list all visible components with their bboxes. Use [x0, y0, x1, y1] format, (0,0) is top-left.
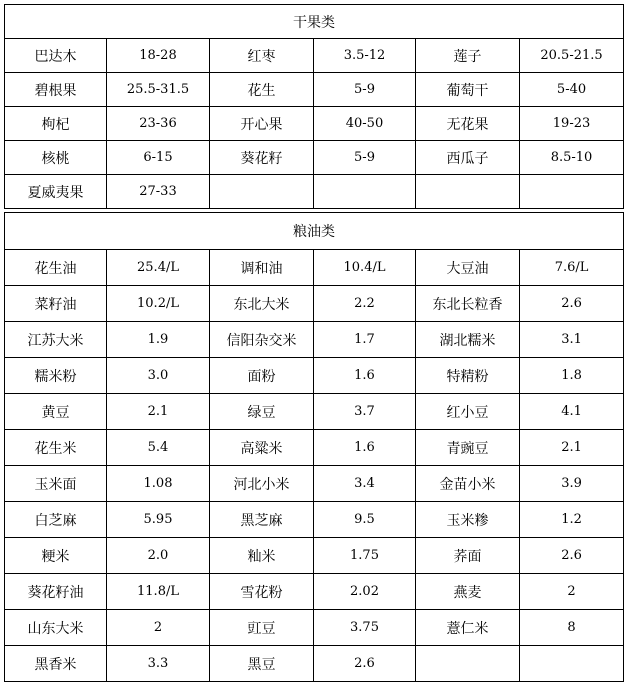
- item-name: 葵花籽油: [5, 574, 107, 610]
- item-price: 3.75: [314, 610, 416, 646]
- table-row: [5, 250, 624, 286]
- price-table: [4, 4, 624, 682]
- item-name: 特精粉: [416, 358, 520, 394]
- item-price: 8.5-10: [520, 141, 624, 175]
- item-price: [520, 175, 624, 209]
- item-name: 碧根果: [5, 73, 107, 107]
- item-name: 花生: [210, 73, 314, 107]
- item-name: 花生米: [5, 430, 107, 466]
- item-price: 9.5: [314, 502, 416, 538]
- item-price: 1.7: [314, 322, 416, 358]
- item-price: 6-15: [107, 141, 210, 175]
- item-name: [416, 175, 520, 209]
- item-name: 籼米: [210, 538, 314, 574]
- table-row: [5, 574, 624, 610]
- item-price: 2.6: [520, 538, 624, 574]
- table-row: [5, 502, 624, 538]
- item-price: 1.2: [520, 502, 624, 538]
- table-row: [5, 175, 624, 209]
- item-price: 4.1: [520, 394, 624, 430]
- item-name: 山东大米: [5, 610, 107, 646]
- table-row: [5, 73, 624, 107]
- item-price: 2.1: [520, 430, 624, 466]
- section-header-row: [5, 5, 624, 39]
- price-sheet: [4, 4, 623, 682]
- item-name: 信阳杂交米: [210, 322, 314, 358]
- item-price: 1.9: [107, 322, 210, 358]
- item-name: 莲子: [416, 39, 520, 73]
- item-name: 薏仁米: [416, 610, 520, 646]
- item-name: 湖北糯米: [416, 322, 520, 358]
- item-name: 江苏大米: [5, 322, 107, 358]
- item-name: [416, 646, 520, 682]
- item-name: 巴达木: [5, 39, 107, 73]
- table-row: [5, 358, 624, 394]
- item-name: 夏威夷果: [5, 175, 107, 209]
- item-price: 2.6: [314, 646, 416, 682]
- item-price: 2: [520, 574, 624, 610]
- table-row: [5, 322, 624, 358]
- item-name: 调和油: [210, 250, 314, 286]
- item-price: 5-40: [520, 73, 624, 107]
- table-row: [5, 141, 624, 175]
- item-name: 红枣: [210, 39, 314, 73]
- item-price: 2.02: [314, 574, 416, 610]
- item-price: 2.6: [520, 286, 624, 322]
- table-row: [5, 646, 624, 682]
- item-price: 3.7: [314, 394, 416, 430]
- item-name: 河北小米: [210, 466, 314, 502]
- item-name: 青豌豆: [416, 430, 520, 466]
- item-price: 1.08: [107, 466, 210, 502]
- item-name: 黄豆: [5, 394, 107, 430]
- item-price: [520, 646, 624, 682]
- item-name: 黑香米: [5, 646, 107, 682]
- item-price: 2: [107, 610, 210, 646]
- item-name: 大豆油: [416, 250, 520, 286]
- item-name: 豇豆: [210, 610, 314, 646]
- item-name: 黑芝麻: [210, 502, 314, 538]
- item-price: 23-36: [107, 107, 210, 141]
- item-name: 红小豆: [416, 394, 520, 430]
- item-name: 粳米: [5, 538, 107, 574]
- table-row: [5, 430, 624, 466]
- item-price: 25.5-31.5: [107, 73, 210, 107]
- item-name: 雪花粉: [210, 574, 314, 610]
- item-name: 西瓜子: [416, 141, 520, 175]
- item-price: 40-50: [314, 107, 416, 141]
- item-price: 2.0: [107, 538, 210, 574]
- item-price: 1.6: [314, 358, 416, 394]
- item-name: 荞面: [416, 538, 520, 574]
- item-price: 3.9: [520, 466, 624, 502]
- item-price: 18-28: [107, 39, 210, 73]
- section-title: 干果类: [5, 5, 624, 39]
- item-price: 20.5-21.5: [520, 39, 624, 73]
- table-row: [5, 394, 624, 430]
- item-name: 玉米糁: [416, 502, 520, 538]
- item-name: 玉米面: [5, 466, 107, 502]
- item-name: 黑豆: [210, 646, 314, 682]
- item-price: 5.95: [107, 502, 210, 538]
- item-price: 19-23: [520, 107, 624, 141]
- item-price: 1.6: [314, 430, 416, 466]
- item-price: 5-9: [314, 73, 416, 107]
- item-price: 3.5-12: [314, 39, 416, 73]
- item-price: 3.4: [314, 466, 416, 502]
- item-price: 5-9: [314, 141, 416, 175]
- item-price: 11.8/L: [107, 574, 210, 610]
- section-title: 粮油类: [5, 213, 624, 250]
- item-price: 3.1: [520, 322, 624, 358]
- item-price: 2.1: [107, 394, 210, 430]
- item-price: [314, 175, 416, 209]
- item-name: 燕麦: [416, 574, 520, 610]
- item-name: 核桃: [5, 141, 107, 175]
- item-name: 菜籽油: [5, 286, 107, 322]
- item-name: 开心果: [210, 107, 314, 141]
- item-price: 10.2/L: [107, 286, 210, 322]
- item-name: 葡萄干: [416, 73, 520, 107]
- item-name: 面粉: [210, 358, 314, 394]
- item-name: 无花果: [416, 107, 520, 141]
- item-price: 1.75: [314, 538, 416, 574]
- section-header-row: [5, 213, 624, 250]
- item-price: 5.4: [107, 430, 210, 466]
- item-price: 7.6/L: [520, 250, 624, 286]
- item-name: 葵花籽: [210, 141, 314, 175]
- item-name: 花生油: [5, 250, 107, 286]
- item-name: 枸杞: [5, 107, 107, 141]
- item-name: [210, 175, 314, 209]
- table-row: [5, 286, 624, 322]
- item-name: 糯米粉: [5, 358, 107, 394]
- item-price: 1.8: [520, 358, 624, 394]
- item-price: 3.3: [107, 646, 210, 682]
- item-price: 3.0: [107, 358, 210, 394]
- table-row: [5, 39, 624, 73]
- item-name: 金苗小米: [416, 466, 520, 502]
- item-name: 东北大米: [210, 286, 314, 322]
- item-name: 东北长粒香: [416, 286, 520, 322]
- item-name: 白芝麻: [5, 502, 107, 538]
- table-row: [5, 107, 624, 141]
- table-row: [5, 466, 624, 502]
- item-price: 8: [520, 610, 624, 646]
- table-row: [5, 538, 624, 574]
- item-price: 25.4/L: [107, 250, 210, 286]
- item-price: 27-33: [107, 175, 210, 209]
- item-price: 2.2: [314, 286, 416, 322]
- table-row: [5, 610, 624, 646]
- item-name: 高粱米: [210, 430, 314, 466]
- item-name: 绿豆: [210, 394, 314, 430]
- item-price: 10.4/L: [314, 250, 416, 286]
